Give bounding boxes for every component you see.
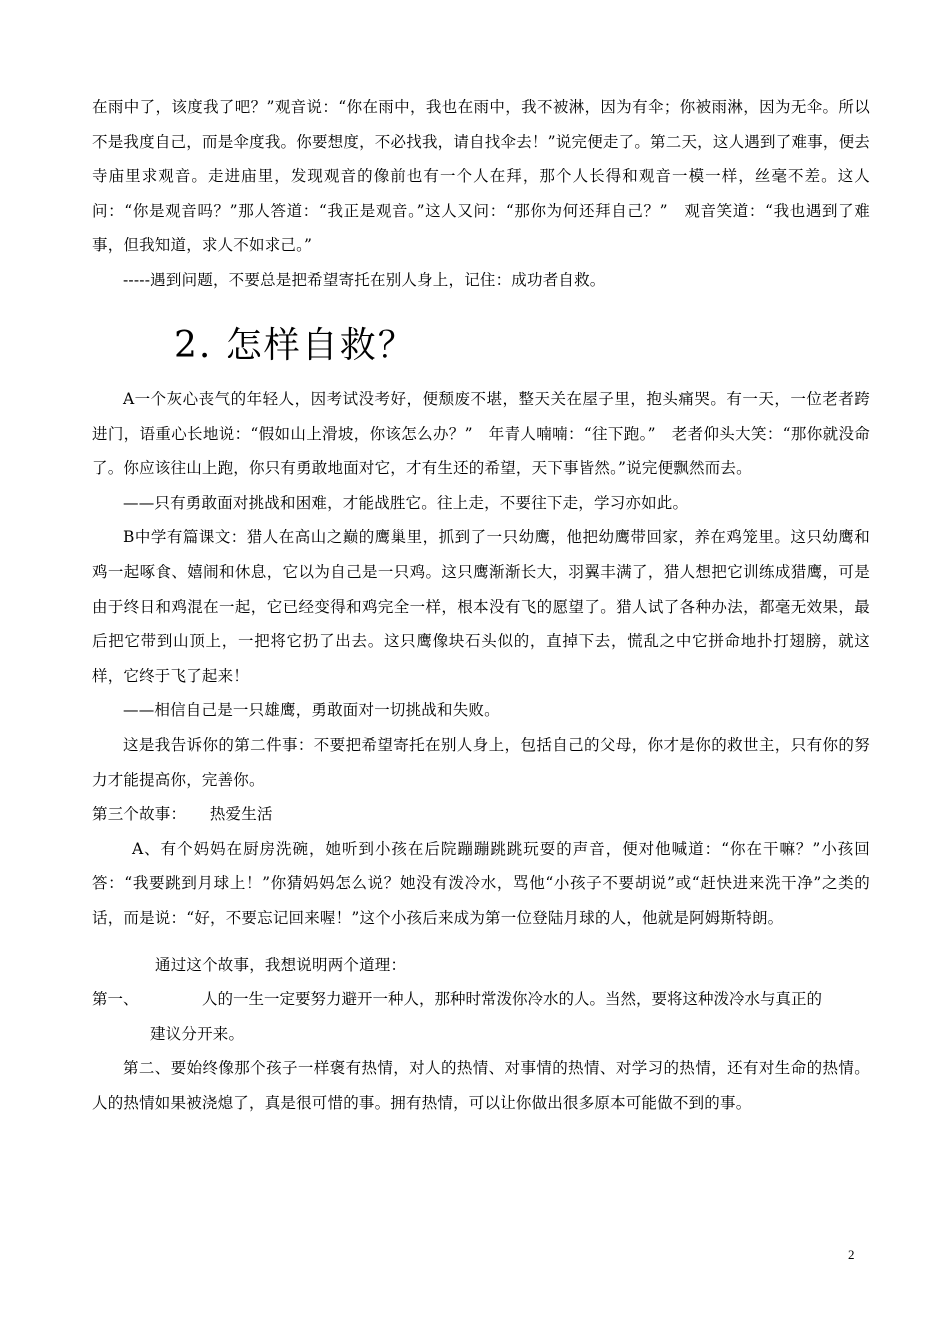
- story-b-moral: ——相信自己是一只雄鹰，勇敢面对一切挑战和失败。: [123, 701, 500, 720]
- story-a-moral: ——只有勇敢面对挑战和困难，才能战胜它。往上走，不要往下走，学习亦如此。: [123, 493, 689, 512]
- document-page: [92, 0, 870, 1344]
- second-lesson-paragraph: 这是我告诉你的第二件事：不要把希望寄托在别人身上，包括自己的父母，你才是你的救世主，只有你的努力才能提高你，完善你。: [92, 735, 870, 789]
- section-heading: 2. 怎样自救？: [174, 325, 416, 366]
- point-one-continuation: 建议分开来。: [150, 1024, 245, 1043]
- intro-moral: -----遇到问题，不要总是把希望寄托在别人身上，记住：成功者自救。: [123, 270, 606, 289]
- story-b-paragraph: B中学有篇课文：猎人在高山之巅的鹰巢里，抓到了一只幼鹰，他把幼鹰带回家，养在鸡笼里。这只幼鹰和鸡一起啄食、嬉闹和休息，它以为自己是一只鸡。这只鹰渐渐长大，羽翼丰满了，猎人想把它训练成猎鹰，可是由于终日和鸡混在一起，它已经变得和鸡完全一样，根本没有飞的愿望了。猎人试了各种办法，都毫无效果，最后把它带到山顶上，一把将它扔了出去。这只鹰像块石头似的，直掉下去，慌乱之中它拼命地扑打翅膀，就这样，它终于飞了起来！: [92, 528, 870, 685]
- section2-body: [92, 382, 870, 1120]
- point-one-text: 人的一生一定要努力避开一种人，那种时常泼你冷水的人。当然，要将这种泼冷水与真正的: [202, 990, 823, 1009]
- point-one-label: 第一、: [92, 990, 139, 1009]
- intro-paragraph: 在雨中了，该度我了吧？”观音说：“你在雨中，我也在雨中，我不被淋，因为有伞；你被雨淋，因为无伞。所以不是我度自己，而是伞度我。你要想度，不必找我，请自找伞去！”说完便走了。第二天，这人遇到了难事，便去寺庙里求观音。走进庙里，发现观音的像前也有一个人在拜，那个人长得和观音一模一样，丝毫不差。这人问：“你是观音吗？”那人答道：“我正是观音。”这人又问：“那你为何还拜自己？” 观音笑道：“我也遇到了难事，但我知道，求人不如求己。”: [92, 98, 870, 255]
- point-one: [92, 982, 870, 1017]
- page-number: 2: [848, 1247, 855, 1262]
- story-a-paragraph: A一个灰心丧气的年轻人，因考试没考好，便颓废不堪，整天关在屋子里，抱头痛哭。有一天，一位老者跨进门，语重心长地说：“假如山上滑坡，你该怎么办？” 年青人喃喃：“往下跑。” 老者仰头大笑：“那你就没命了。你应该往山上跑，你只有勇敢地面对它，才有生还的希望，天下事皆然。”说完便飘然而去。: [92, 390, 870, 478]
- point-two: 第二、要始终像那个孩子一样褒有热情，对人的热情、对事情的热情、对学习的热情，还有对生命的热情。人的热情如果被浇熄了，真是很可惜的事。拥有热情，可以让你做出很多原本可能做不到的事。: [92, 1059, 870, 1112]
- intro-block: [92, 90, 870, 298]
- third-story-title: 第三个故事： 热爱生活: [92, 805, 273, 824]
- story3-intro: 通过这个故事，我想说明两个道理：: [155, 955, 407, 974]
- story3-a-paragraph: A、有个妈妈在厨房洗碗，她听到小孩在后院蹦蹦跳跳玩耍的声音，便对他喊道：“你在干嘛？”小孩回答：“我要跳到月球上！”你猜妈妈怎么说？她没有泼冷水，骂他“小孩子不要胡说”或“赶快进来洗干净”之类的话，而是说：“好，不要忘记回来喔！”这个小孩后来成为第一位登陆月球的人，他就是阿姆斯特朗。: [92, 839, 870, 927]
